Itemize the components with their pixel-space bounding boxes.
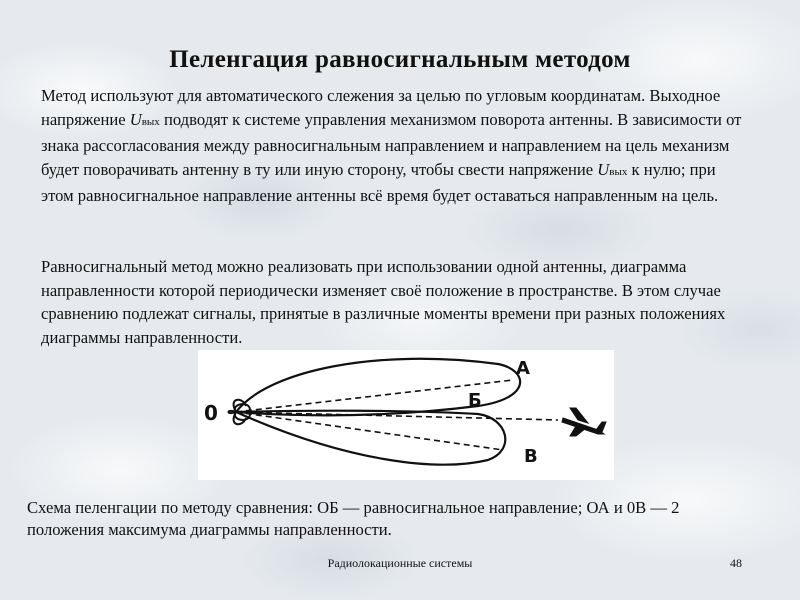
voltage-subscript: вых <box>141 115 160 128</box>
voltage-symbol: U <box>129 109 142 129</box>
paragraph-single-antenna: Равносигнальный метод можно реализовать при использовании одной антенны, диаграмма направленности которой периодически изменяет своё положение в пространстве. В этом случае сравнению подлежат сигналы, принятые в различные моменты времени при разных положениях диаграммы направленности. <box>41 257 726 347</box>
paragraph1-text-3: к нулю; при этом равносигнальное направление антенны всё время будет оставаться направленным на цель. <box>41 159 719 205</box>
lobe-v <box>236 411 505 465</box>
slide-title: Пеленгация равносигнальным методом <box>169 46 631 73</box>
voltage-subscript: вых <box>609 165 628 178</box>
label-b: Б <box>468 390 482 411</box>
aircraft-icon <box>562 408 606 436</box>
figure-caption: Схема пеленгации по методу сравнения: ОБ — равносигнальное направление; ОА и 0В — 2 положения максимума диаграммы направленности. <box>27 498 680 539</box>
paragraph1-text-2: подводят к системе управления механизмом поворота антенны. В зависимости от знака рассогласования между равносигнальным направлением и направлением на цель механизм будет поворачивать антенну в ту или иную сторону, чтобы свести напряжение <box>41 109 742 179</box>
paragraph1-text-1: Метод используют для автоматического слежения за целью по угловым координатам. Выходное напряжение <box>41 86 721 129</box>
page-number: 48 <box>730 556 742 570</box>
voltage-symbol: U <box>597 159 610 179</box>
direction-line-v <box>236 412 503 450</box>
label-v: В <box>524 446 538 467</box>
direction-finding-diagram <box>198 350 614 480</box>
label-origin: 0 <box>204 401 218 425</box>
paragraph-method-description <box>41 84 746 208</box>
label-a: А <box>516 358 530 379</box>
footer-course-title: Радиолокационные системы <box>327 556 473 570</box>
radiation-pattern-svg <box>198 350 614 480</box>
